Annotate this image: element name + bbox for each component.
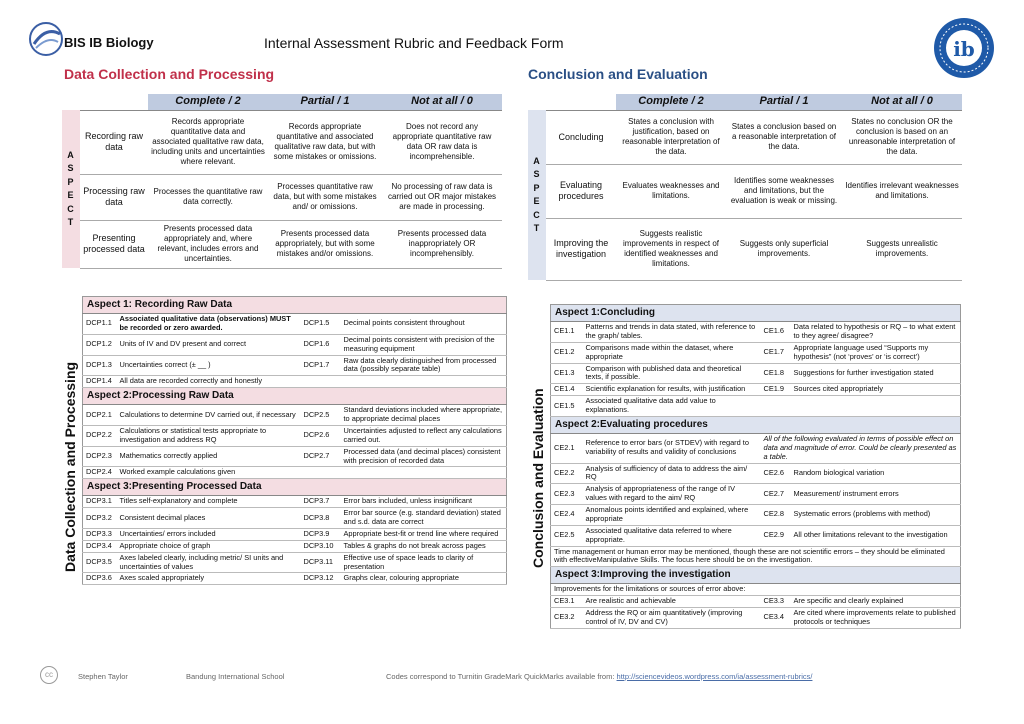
- aspect-heading: Aspect 3:Improving the investigation: [551, 567, 961, 584]
- code: DCP3.6: [83, 573, 117, 585]
- rubric-none: Identifies irrelevant weaknesses and limitations.: [842, 164, 962, 218]
- code-desc: Decimal points consistent with precision of the measuring equipment: [341, 334, 507, 355]
- code-desc: Uncertainties adjusted to reflect any calculations carried out.: [341, 425, 507, 446]
- aspect-letters: A S P E C T: [62, 110, 80, 268]
- rubric-partial: Identifies some weaknesses and limitations, but the evaluation is weak or missing.: [726, 164, 842, 218]
- aspect-heading: Aspect 2:Evaluating procedures: [551, 416, 961, 433]
- rubric-label: Evaluating procedures: [546, 164, 616, 218]
- code: CE3.2: [551, 608, 583, 629]
- code: CE3.3: [761, 596, 791, 608]
- rubric-complete: Records appropriate quantitative data and associated qualitative raw data, including units and uncertainties where relevant.: [148, 110, 268, 174]
- code: DCP3.8: [301, 508, 341, 529]
- code: DCP2.7: [301, 446, 341, 467]
- code: [301, 376, 341, 388]
- code: DCP2.5: [301, 405, 341, 426]
- code-desc: [341, 376, 507, 388]
- ce-section-title: Conclusion and Evaluation: [528, 66, 708, 82]
- rubrics-link[interactable]: http://sciencevideos.wordpress.com/ia/assessment-rubrics/: [616, 672, 813, 681]
- code: CE1.8: [761, 363, 791, 384]
- code: CE2.4: [551, 505, 583, 526]
- aspect-heading: Aspect 2:Processing Raw Data: [83, 388, 507, 405]
- aspect-heading: Aspect 1: Recording Raw Data: [83, 297, 507, 314]
- creative-commons-icon: cc: [40, 666, 58, 684]
- code-desc: Axes scaled appropriately: [117, 573, 301, 585]
- code-desc: [341, 467, 507, 479]
- col-partial: Partial / 1: [726, 94, 842, 110]
- code-desc: Analysis of sufficiency of data to address the aim/ RQ: [583, 463, 761, 484]
- blank-cell: [528, 94, 546, 110]
- code: DCP3.2: [83, 508, 117, 529]
- code-desc: Raw data clearly distinguished from processed data (possibly separate table): [341, 355, 507, 376]
- code: DCP1.2: [83, 334, 117, 355]
- rubric-complete: Evaluates weaknesses and limitations.: [616, 164, 726, 218]
- code: DCP3.3: [83, 528, 117, 540]
- code: DCP1.4: [83, 376, 117, 388]
- code-desc: Calculations or statistical tests appropriate to investigation and address RQ: [117, 425, 301, 446]
- ib-logo-icon: [932, 16, 996, 80]
- rubric-label: Presenting processed data: [80, 220, 148, 268]
- form-title: Internal Assessment Rubric and Feedback Form: [264, 35, 564, 51]
- code-desc: Units of IV and DV present and correct: [117, 334, 301, 355]
- col-complete: Complete / 2: [148, 94, 268, 110]
- code: DCP1.3: [83, 355, 117, 376]
- code-desc: Analysis of appropriateness of the range of IV values with regard to the aim/ RQ: [583, 484, 761, 505]
- code: DCP3.4: [83, 540, 117, 552]
- aspect-intro: Improvements for the limitations or sources of error above:: [551, 584, 961, 596]
- rubric-none: Presents processed data inappropriately OR incomprehensibly.: [382, 220, 502, 268]
- rubric-label: Processing raw data: [80, 174, 148, 220]
- code-desc: Graphs clear, colouring appropriate: [341, 573, 507, 585]
- col-none: Not at all / 0: [382, 94, 502, 110]
- code-desc: All data are recorded correctly and honestly: [117, 376, 301, 388]
- code-desc: Calculations to determine DV carried out, if necessary: [117, 405, 301, 426]
- code-desc: Associated qualitative data add value to explanations.: [583, 396, 761, 417]
- code-desc: Comparison with published data and theoretical texts, if possible.: [583, 363, 761, 384]
- code: DCP3.5: [83, 552, 117, 573]
- code: DCP3.7: [301, 496, 341, 508]
- aspect-letters: A S P E C T: [528, 110, 546, 280]
- code-desc: Titles self-explanatory and complete: [117, 496, 301, 508]
- rubric-none: States no conclusion OR the conclusion is based on an unreasonable interpretation of the data.: [842, 110, 962, 164]
- code-desc: Address the RQ or aim quantitatively (improving control of IV, DV and CV): [583, 608, 761, 629]
- code-desc: Uncertainties/ errors included: [117, 528, 301, 540]
- col-partial: Partial / 1: [268, 94, 382, 110]
- rubric-partial: Records appropriate quantitative and associated qualitative raw data, but with some mistakes or omissions.: [268, 110, 382, 174]
- code-desc: Random biological variation: [791, 463, 961, 484]
- blank-cell: [80, 94, 148, 110]
- code-desc: Suggestions for further investigation stated: [791, 363, 961, 384]
- dc-section-title: Data Collection and Processing: [64, 66, 275, 82]
- rubric-label: Recording raw data: [80, 110, 148, 174]
- code: CE1.5: [551, 396, 583, 417]
- code-desc: Measurement/ instrument errors: [791, 484, 961, 505]
- code: CE2.1: [551, 433, 583, 463]
- code-desc: Error bar source (e.g. standard deviation) stated and s.d. data are correct: [341, 508, 507, 529]
- blank-cell: [62, 94, 80, 110]
- ce-rubric-table: [528, 94, 962, 281]
- code: CE3.1: [551, 596, 583, 608]
- code-desc: Uncertainties correct (± __ ): [117, 355, 301, 376]
- code: DCP2.4: [83, 467, 117, 479]
- code-desc: Appropriate language used “Supports my hypothesis” (not ‘proves’ or ‘is correct’): [791, 342, 961, 363]
- code: CE3.4: [761, 608, 791, 629]
- rubric-partial: States a conclusion based on a reasonable interpretation of the data.: [726, 110, 842, 164]
- rubric-partial: Suggests only superficial improvements.: [726, 218, 842, 280]
- code-desc: Anomalous points identified and explained, where appropriate: [583, 505, 761, 526]
- rubric-none: No processing of raw data is carried out OR major mistakes are made in processing.: [382, 174, 502, 220]
- code-desc: Are cited where improvements relate to published protocols or techniques: [791, 608, 961, 629]
- aspect-heading: Aspect 3:Presenting Processed Data: [83, 479, 507, 496]
- rubric-complete: Processes the quantitative raw data correctly.: [148, 174, 268, 220]
- code: DCP3.9: [301, 528, 341, 540]
- code: CE2.3: [551, 484, 583, 505]
- code-desc: Tables & graphs do not break across pages: [341, 540, 507, 552]
- code-desc: Associated qualitative data (observations) MUST be recorded or zero awarded.: [117, 314, 301, 335]
- code: CE2.7: [761, 484, 791, 505]
- code-desc: Appropriate choice of graph: [117, 540, 301, 552]
- code-desc: Processed data (and decimal places) consistent with precision of recorded data: [341, 446, 507, 467]
- code-desc: Error bars included, unless insignificant: [341, 496, 507, 508]
- rubric-partial: Presents processed data appropriately, but with some mistakes and/or omissions.: [268, 220, 382, 268]
- code: DCP1.1: [83, 314, 117, 335]
- rubric-complete: States a conclusion with justification, based on reasonable interpretation of the data.: [616, 110, 726, 164]
- code: CE2.2: [551, 463, 583, 484]
- code: DCP1.6: [301, 334, 341, 355]
- code-desc: Patterns and trends in data stated, with reference to the graph/ tables.: [583, 322, 761, 343]
- code-desc: Consistent decimal places: [117, 508, 301, 529]
- col-complete: Complete / 2: [616, 94, 726, 110]
- rubric-complete: Presents processed data appropriately and, where relevant, includes errors and uncertainties.: [148, 220, 268, 268]
- code: CE2.9: [761, 525, 791, 546]
- code-desc: Associated qualitative data referred to where appropriate.: [583, 525, 761, 546]
- code-desc: Data related to hypothesis or RQ – to what extent to they agree/ disagree?: [791, 322, 961, 343]
- blank-cell: [546, 94, 616, 110]
- code-desc: Worked example calculations given: [117, 467, 301, 479]
- rubric-label: Improving the investigation: [546, 218, 616, 280]
- code-desc: Axes labeled clearly, including metric/ SI units and uncertainties of values: [117, 552, 301, 573]
- code: DCP1.7: [301, 355, 341, 376]
- code: DCP2.1: [83, 405, 117, 426]
- dc-side-label: Data Collection and Processing: [62, 361, 78, 572]
- code: [301, 467, 341, 479]
- code: DCP2.3: [83, 446, 117, 467]
- code: DCP2.6: [301, 425, 341, 446]
- code-desc: Decimal points consistent throughout: [341, 314, 507, 335]
- code: CE2.5: [551, 525, 583, 546]
- code: CE1.3: [551, 363, 583, 384]
- dc-rubric-table: [62, 94, 502, 269]
- rubric-none: Suggests unrealistic improvements.: [842, 218, 962, 280]
- school-name: BIS IB Biology: [64, 35, 154, 50]
- code: DCP3.10: [301, 540, 341, 552]
- aspect-note: Time management or human error may be mentioned, though these are not scientific errors – they should be eliminated with effectiveManipulative Skills. The focus here should be on the investigation.: [551, 546, 961, 567]
- code: CE1.1: [551, 322, 583, 343]
- dc-codes-table: [82, 296, 507, 585]
- code: CE2.6: [761, 463, 791, 484]
- code: CE2.8: [761, 505, 791, 526]
- code-desc: Standard deviations included where appropriate, to appropriate decimal places: [341, 405, 507, 426]
- code: CE1.7: [761, 342, 791, 363]
- svg-text:ib: ib: [953, 37, 975, 61]
- rubric-complete: Suggests realistic improvements in respect of identified weaknesses and limitations.: [616, 218, 726, 280]
- code: CE1.6: [761, 322, 791, 343]
- code-desc: Appropriate best-fit or trend line where required: [341, 528, 507, 540]
- code-desc: Scientific explanation for results, with justification: [583, 384, 761, 396]
- code-desc: Comparisons made within the dataset, where appropriate: [583, 342, 761, 363]
- col-none: Not at all / 0: [842, 94, 962, 110]
- code: DCP3.1: [83, 496, 117, 508]
- code-desc: Systematic errors (problems with method): [791, 505, 961, 526]
- code-desc: Are specific and clearly explained: [791, 596, 961, 608]
- code: DCP3.11: [301, 552, 341, 573]
- code-desc: Mathematics correctly applied: [117, 446, 301, 467]
- code-desc: Effective use of space leads to clarity of presentation: [341, 552, 507, 573]
- ce-codes-table: [550, 304, 961, 629]
- rubric-label: Concluding: [546, 110, 616, 164]
- code: DCP1.5: [301, 314, 341, 335]
- code: DCP2.2: [83, 425, 117, 446]
- code-desc: All other limitations relevant to the investigation: [791, 525, 961, 546]
- code: CE1.9: [761, 384, 791, 396]
- code-desc: Are realistic and achievable: [583, 596, 761, 608]
- code: CE1.2: [551, 342, 583, 363]
- code-desc: Sources cited appropriately: [791, 384, 961, 396]
- rubric-none: Does not record any appropriate quantitative raw data OR raw data is incomprehensible.: [382, 110, 502, 174]
- rubric-partial: Processes quantitative raw data, but with some mistakes and/ or omissions.: [268, 174, 382, 220]
- code: DCP3.12: [301, 573, 341, 585]
- footer-note: Codes correspond to Turnitin GradeMark QuickMarks available from: http://sciencevideos.wordpress.com/ia/assessment-rubrics/: [386, 672, 813, 681]
- code-desc: Reference to error bars (or STDEV) with regard to variability of results and validity of conclusions: [583, 433, 761, 463]
- ce-side-label: Conclusion and Evaluation: [530, 388, 546, 568]
- code-note: All of the following evaluated in terms of possible effect on data and magnitude of error. Could be clearly presented as a table.: [761, 433, 961, 463]
- footer-school: Bandung International School: [186, 672, 285, 681]
- code: [761, 396, 791, 417]
- code: CE1.4: [551, 384, 583, 396]
- footer-author: Stephen Taylor: [78, 672, 128, 681]
- aspect-heading: Aspect 1:Concluding: [551, 305, 961, 322]
- code-desc: [791, 396, 961, 417]
